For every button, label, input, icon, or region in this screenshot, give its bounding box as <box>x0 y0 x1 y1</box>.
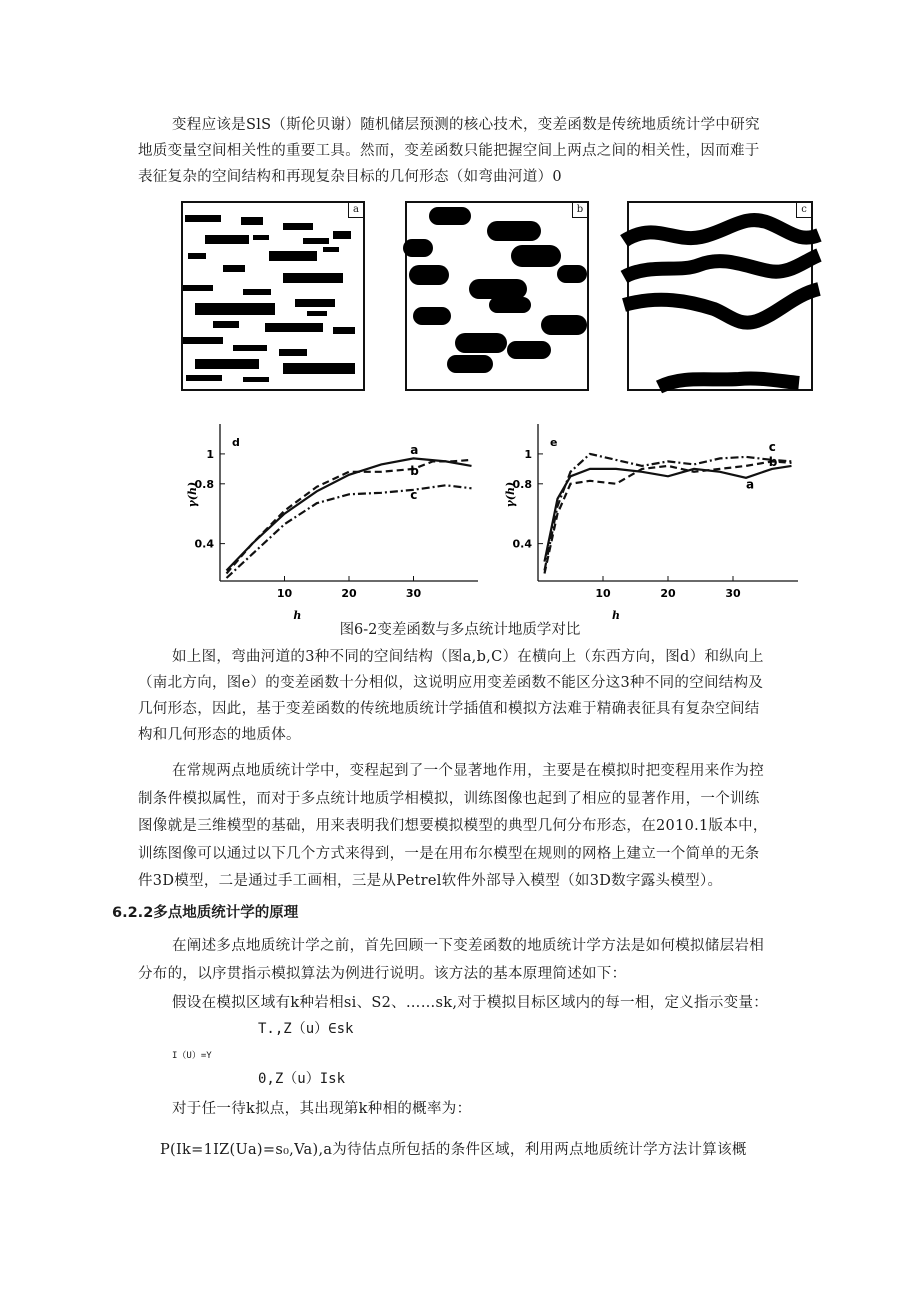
equation-line-3: 0,Z（u）Isk <box>258 1071 346 1087</box>
chart-panel-label: d <box>232 436 240 449</box>
figure-panel-a <box>181 201 365 391</box>
x-tick-label: 20 <box>660 587 676 600</box>
panel-label: c <box>796 203 811 218</box>
figure-panel-c <box>627 201 813 391</box>
series-line-b <box>545 461 792 573</box>
panel-b-pattern <box>407 203 587 389</box>
text-line: 变程应该是SlS（斯伦贝谢）随机储层预测的核心技术，变差函数是传统地质统计学中研究 <box>172 117 760 133</box>
text-line: 表征复杂的空间结构和再现复杂目标的几何形态（如弯曲河道）0 <box>138 169 562 185</box>
y-tick-label: 0.8 <box>194 477 214 491</box>
text-line: 图像就是三维模型的基础，用来表明我们想要模拟模型的典型几何分布形态，在2010.1版本中， <box>138 818 768 834</box>
series-label: a <box>410 442 419 457</box>
x-tick-label: 20 <box>341 587 357 600</box>
y-axis-label: γ(h) <box>186 481 199 508</box>
chart-panel-label: e <box>550 436 558 449</box>
x-axis-label: h <box>612 609 620 622</box>
equation-line-1: T.,Z（u）∈sk <box>258 1021 354 1037</box>
section-heading: 6.2.2多点地质统计学的原理 <box>112 905 299 921</box>
text-line: 对于任一待k拟点，其出现第k种相的概率为： <box>172 1101 472 1117</box>
text-line: 件3D模型，二是通过手工画相，三是从Petrel软件外部导入模型（如3D数字露头模型）。 <box>138 873 723 889</box>
series-label: b <box>768 454 778 469</box>
figure-panel-b <box>405 201 589 391</box>
text-line: 几何形态，因此，基于变差函数的传统地质统计学插值和模拟方法难于精确表征具有复杂空间结 <box>138 701 760 717</box>
panel-a-pattern <box>183 203 363 389</box>
variogram-chart-d <box>180 410 520 622</box>
paragraph-5 <box>138 990 798 1016</box>
figure-caption: 图6-2变差函数与多点统计地质学对比 <box>339 622 581 638</box>
y-tick-label: 1 <box>524 447 532 461</box>
series-label: b <box>410 463 419 478</box>
x-tick-label: 30 <box>725 587 741 600</box>
equation-line-2: I（U）=Y <box>172 1051 212 1061</box>
paragraph-6 <box>138 1096 798 1122</box>
text-line: 地质变量空间相关性的重要工具。然而，变差函数只能把握空间上两点之间的相关性，因而难于 <box>138 143 760 159</box>
text-line: 假设在模拟区域有k种岩相si、S2、……sk,对于模拟目标区域内的每一相，定义指示变量： <box>172 995 769 1011</box>
text-line: 在常规两点地质统计学中，变程起到了一个显著地作用，主要是在模拟时把变程用来作为控 <box>172 763 764 779</box>
series-label: a <box>746 477 755 492</box>
x-axis-label: h <box>293 609 302 622</box>
x-tick-label: 10 <box>595 587 611 600</box>
text-line: 训练图像可以通过以下几个方式来得到，一是在用布尔模型在规则的网格上建立一个简单的无条 <box>138 845 760 862</box>
paragraph-7 <box>160 1137 810 1163</box>
y-tick-label: 0.4 <box>194 537 214 551</box>
text-line: 在阐述多点地质统计学之前，首先回顾一下变差函数的地质统计学方法是如何模拟储层岩相 <box>172 938 764 954</box>
y-tick-label: 1 <box>206 447 214 461</box>
paragraph-2 <box>138 644 798 748</box>
series-line-a <box>545 466 792 562</box>
intro-paragraph <box>138 112 798 190</box>
y-tick-label: 0.8 <box>512 477 532 491</box>
text-line: 构和几何形态的地质体。 <box>138 727 301 743</box>
text-line: 制条件模拟属性，而对于多点统计地质学相模拟，训练图像也起到了相应的显著作用，一个训练 <box>138 790 760 807</box>
panel-label: b <box>572 203 587 218</box>
text-line: P(Ik=1IZ(Ua)=s₀,Va),a为待估点所包括的条件区域，利用两点地质统计学方法计算该概 <box>160 1142 747 1158</box>
y-tick-label: 0.4 <box>512 537 532 551</box>
paragraph-4 <box>138 932 798 988</box>
text-line: 如上图，弯曲河道的3种不同的空间结构（图a,b,C）在横向上（东西方向，图d）和纵向上 <box>172 649 764 665</box>
panel-c-pattern <box>629 203 811 389</box>
series-line-a <box>227 458 472 570</box>
series-line-b <box>227 460 472 574</box>
paragraph-3 <box>138 758 798 896</box>
text-line: （南北方向，图e）的变差函数十分相似，这说明应用变差函数不能区分这3种不同的空间结构及 <box>138 675 764 691</box>
series-label: c <box>768 439 776 454</box>
variogram-chart-e <box>490 410 820 622</box>
text-line: 分布的，以序贯指示模拟算法为例进行说明。该方法的基本原理简述如下： <box>138 966 627 982</box>
panel-label: a <box>348 203 363 218</box>
x-tick-label: 30 <box>405 587 422 600</box>
series-label: c <box>410 487 418 502</box>
y-axis-label: γ(h) <box>504 481 517 508</box>
x-tick-label: 10 <box>276 587 293 600</box>
